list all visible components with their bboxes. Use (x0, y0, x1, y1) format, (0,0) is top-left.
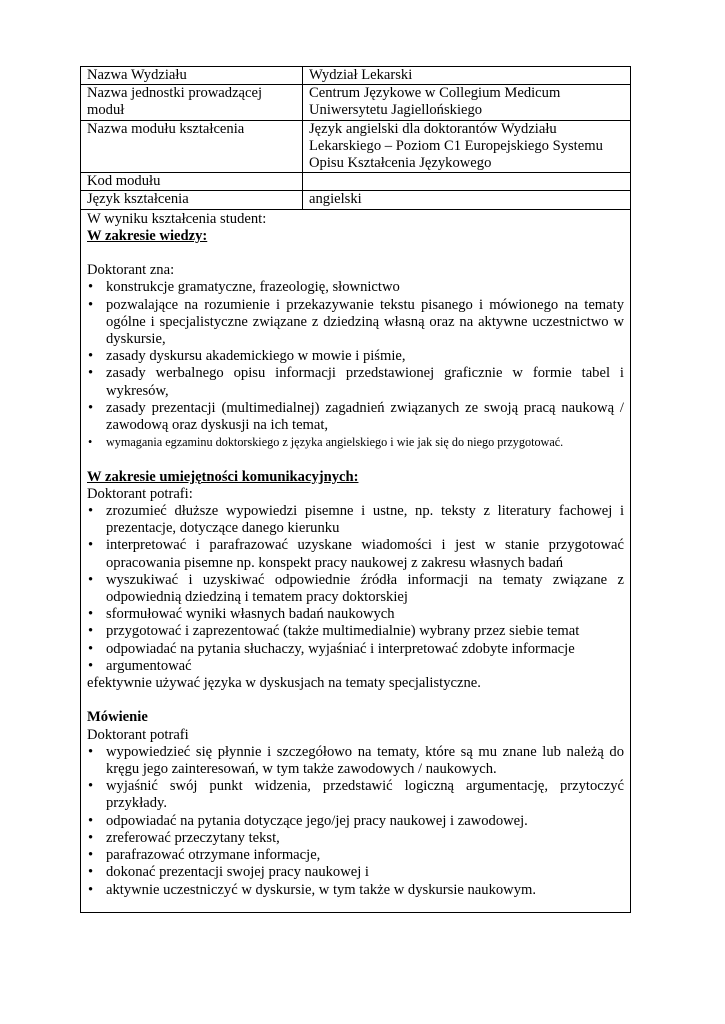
list-item: • wypowiedzieć się płynnie i szczegółowo na tematy, które są mu znane lub należą do kręgu jego zainteresowań, w tym także zawodowych / naukowych. (87, 744, 624, 778)
list-item: • pozwalające na rozumienie i przekazywanie tekstu pisanego i mówionego na tematy ogólne i specjalistyczne związane z dziedziną własną oraz na aktywne uczestnictwo w dyskursie, (87, 297, 624, 349)
table-row (81, 173, 630, 191)
list-item: • aktywnie uczestniczyć w dyskursie, w tym także w dyskursie naukowym. (87, 882, 624, 899)
list-item: • argumentować (87, 658, 624, 675)
document-frame (80, 66, 631, 913)
row-value: Centrum Językowe w Collegium Medicum Uniwersytetu Jagiellońskiego (303, 85, 631, 120)
knowledge-lead: Doktorant zna: (87, 262, 175, 279)
list-item: • parafrazować otrzymane informacje, (87, 847, 624, 864)
list-item: • zasady werbalnego opisu informacji przedstawionej graficznie w formie tabel i wykresów, (87, 365, 624, 399)
row-label: Kod modułu (81, 173, 303, 191)
list-item: • zreferować przeczytany tekst, (87, 830, 624, 847)
table-row (81, 120, 630, 173)
knowledge-list (87, 279, 624, 451)
row-label: Nazwa jednostki prowadzącej moduł (81, 85, 303, 120)
list-item: • dokonać prezentacji swojej pracy naukowej i (87, 864, 624, 881)
intro-text: W wyniku kształcenia student: (87, 210, 267, 227)
list-item: • zrozumieć dłuższe wypowiedzi pisemne i ustne, np. teksty z literatury fachowej i prezentacje, dotyczące danego kierunku (87, 503, 624, 537)
communication-list (87, 503, 624, 675)
list-item: • konstrukcje gramatyczne, frazeologię, słownictwo (87, 279, 624, 296)
row-label: Nazwa Wydziału (81, 67, 303, 85)
row-value (303, 173, 631, 191)
list-item: • zasady prezentacji (multimedialnej) zagadnień związanych ze swoją pracą naukową / zawodową oraz dyskusji na ich temat, (87, 400, 624, 434)
module-info-table (81, 67, 630, 210)
table-row (81, 191, 630, 209)
row-label: Nazwa modułu kształcenia (81, 120, 303, 173)
communication-trailing: efektywnie używać języka w dyskusjach na tematy specjalistyczne. (87, 675, 481, 692)
list-item: • przygotować i zaprezentować (także multimedialnie) wybrany przez siebie temat (87, 623, 624, 640)
row-label: Język kształcenia (81, 191, 303, 209)
list-item: • zasady dyskursu akademickiego w mowie i piśmie, (87, 348, 624, 365)
speaking-list (87, 744, 624, 899)
communication-heading: W zakresie umiejętności komunikacyjnych: (87, 468, 359, 485)
list-item: • wymagania egzaminu doktorskiego z języka angielskiego i wie jak się do niego przygotować. (87, 434, 624, 451)
table-row (81, 67, 630, 85)
row-value: Wydział Lekarski (303, 67, 631, 85)
knowledge-heading: W zakresie wiedzy: (87, 227, 208, 244)
speaking-lead: Doktorant potrafi (87, 726, 189, 743)
row-value: angielski (303, 191, 631, 209)
list-item: • odpowiadać na pytania słuchaczy, wyjaśniać i interpretować zdobyte informacje (87, 641, 624, 658)
list-item: • odpowiadać na pytania dotyczące jego/jej pracy naukowej i zawodowej. (87, 813, 624, 830)
list-item: • sformułować wyniki własnych badań naukowych (87, 606, 624, 623)
list-item: • wyszukiwać i uzyskiwać odpowiednie źródła informacji na tematy związane z odpowiednią dziedziną i tematem pracy doktorskiej (87, 572, 624, 606)
list-item: • wyjaśnić swój punkt widzenia, przedstawić logiczną argumentację, przytoczyć przykłady. (87, 778, 624, 812)
learning-outcomes (81, 210, 630, 899)
row-value: Język angielski dla doktorantów Wydziału Lekarskiego – Poziom C1 Europejskiego Systemu Opisu Kształcenia Językowego (303, 120, 631, 173)
list-item: • interpretować i parafrazować uzyskane wiadomości i jest w stanie przygotować opracowania pisemne np. konspekt pracy naukowej z zakresu własnych badań (87, 537, 624, 571)
communication-lead: Doktorant potrafi: (87, 485, 193, 502)
speaking-heading: Mówienie (87, 709, 148, 726)
table-row (81, 85, 630, 120)
